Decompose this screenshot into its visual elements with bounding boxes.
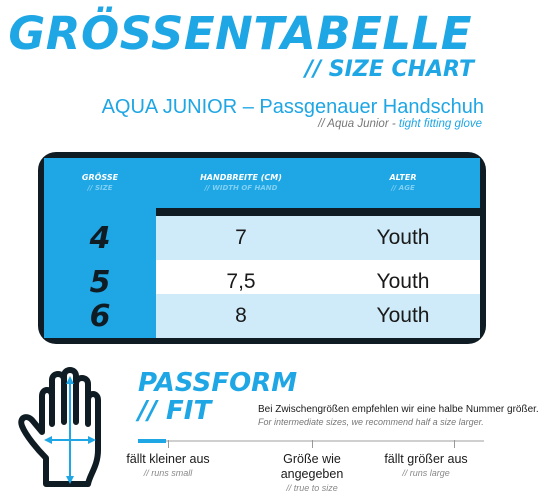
column-header-width [156, 158, 326, 208]
fit-option-label: Größe wie angegeben [280, 452, 344, 481]
product-title: AQUA JUNIOR – Passgenauer Handschuh [101, 96, 484, 118]
age-cell: Youth [376, 304, 430, 327]
column-header-en: // SIZE [87, 184, 113, 192]
product-subtitle [0, 117, 482, 132]
size-cell: 6 [89, 298, 111, 334]
fit-option-true [264, 452, 360, 494]
fit-option-sub: // true to size [286, 483, 338, 493]
page-subtitle: // SIZE CHART [305, 57, 474, 82]
size-table-inner [44, 158, 480, 338]
fit-scale-indicator [138, 439, 166, 443]
page-title: GRÖSSENTABELLE [8, 7, 472, 60]
fit-option-label: fällt kleiner aus [126, 452, 210, 466]
fit-option-label: fällt größer aus [384, 452, 468, 466]
age-cell: Youth [376, 270, 430, 293]
size-table [38, 152, 486, 344]
size-cell: 5 [89, 264, 111, 300]
column-header-de: ALTER [389, 173, 417, 182]
column-header-size [44, 158, 156, 208]
fit-title: PASSFORM [138, 368, 298, 398]
age-cell: Youth [376, 226, 430, 249]
column-header-de: GRÖSSE [81, 173, 119, 182]
size-cell: 4 [89, 220, 111, 256]
column-header-de: HANDBREITE (CM) [200, 173, 282, 182]
column-header-age [326, 158, 480, 208]
fit-scale-tick [454, 440, 455, 448]
fit-scale-tick [168, 440, 169, 448]
width-cell: 8 [235, 304, 247, 327]
fit-note-de: Bei Zwischengrößen empfehlen wir eine halbe Nummer größer. [258, 404, 539, 415]
fit-option-sub: // runs small [143, 468, 193, 478]
table-row [44, 294, 480, 338]
fit-option-large [372, 452, 480, 479]
fit-scale-tick [312, 440, 313, 448]
product-subtitle-rest: tight fitting glove [398, 118, 482, 130]
column-header-en: // AGE [391, 184, 415, 192]
fit-subtitle: // FIT [138, 396, 212, 426]
width-cell: 7 [235, 226, 247, 249]
hand-measure-icon [16, 366, 126, 494]
product-subtitle-prefix: // Aqua Junior - [318, 118, 396, 130]
fit-scale-bar [138, 440, 484, 442]
fit-option-sub: // runs large [402, 468, 450, 478]
fit-note-en: For intermediate sizes, we recommend half a size larger. [258, 417, 484, 427]
column-header-en: // WIDTH OF HAND [204, 184, 278, 192]
table-row [44, 216, 480, 260]
width-cell: 7,5 [226, 270, 256, 293]
fit-option-small [118, 452, 218, 479]
